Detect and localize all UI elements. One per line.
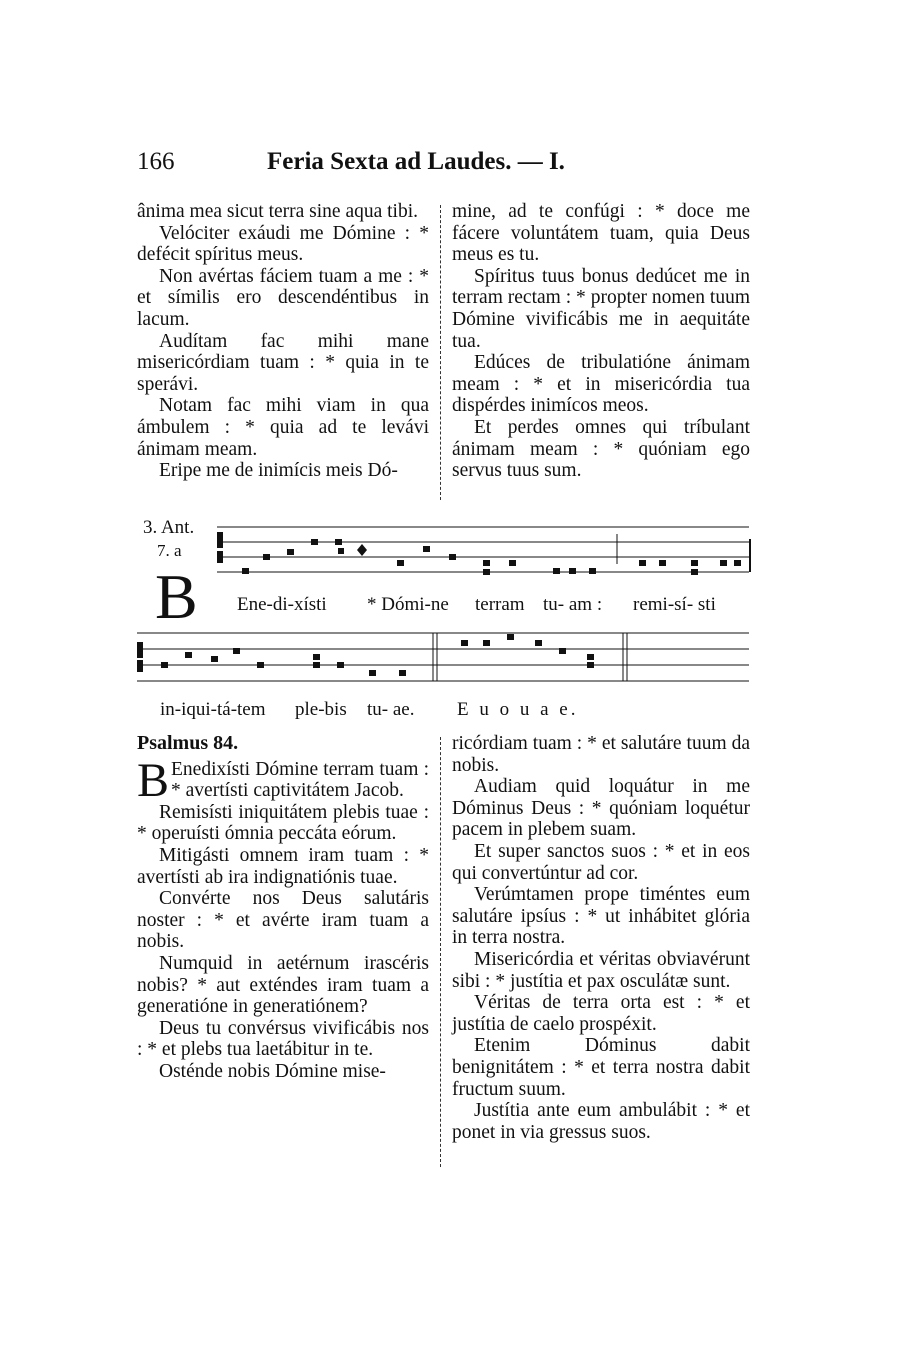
verse: Etenim Dóminus dabit benignitátem : * et terra nostra dabit fructum suum. [452,1035,750,1100]
page-number: 166 [137,148,175,175]
chant-syllable: tu- am : [543,594,603,615]
verse: Convérte nos Deus salutáris noster : * et avérte iram tuam a nobis. [137,888,429,953]
verse: ânima mea sicut terra sine aqua tibi. [137,201,419,222]
chant-syllable: remi-sí- sti [633,594,716,615]
chant-syllable: terram [475,594,525,615]
psalm-initial: B [137,753,170,807]
verse-text: Enedixísti Dómine terram tuam : * avertísti captivitátem Jacob. [171,758,429,802]
top-right-column [452,201,750,482]
chant-syllable: Ene-di-xísti [237,594,327,615]
psalm-first-verse [137,753,429,807]
verse: Eripe me de inimícis meis Dó- [159,460,398,482]
column-divider [440,737,441,1167]
antiphon-chant [137,517,753,720]
chant-syllable: tu- ae. [367,699,415,720]
chant-syllable: * Dómi-ne [367,594,449,615]
verse: Véritas de terra orta est : * et justítia de caelo prospéxit. [452,992,750,1035]
verse: Osténde nobis Dómine mise- [159,1060,386,1082]
bottom-left-column [137,733,429,1083]
euouae: E u o u a e. [457,699,579,720]
verse: Misericórdia et véritas obviavérunt sibi : * justítia et pax osculátæ sunt. [452,948,750,992]
top-left-column [137,201,429,482]
verse: mine, ad te confúgi : * doce me fácere voluntátem tuam, quia Deus meus es tu. [452,201,750,266]
running-title: Feria Sexta ad Laudes. — I. [267,148,565,175]
psalm-title: Psalmus 84. [137,732,239,754]
verse: Audiam quid loquátur in me Dóminus Deus : * quóniam loquétur pacem in plebem suam. [452,776,750,841]
verse: Velóciter exáudi me Dómine : * defécit spíritus meus. [137,222,429,266]
verse: Spíritus tuus bonus dedúcet me in terram rectam : * propter nomen tuum Dómine vivificábis me in aequitáte tua. [452,265,750,352]
staff-2 [137,630,753,688]
chant-syllable: in-iqui-tá-tem [160,699,266,720]
verse: Remisísti iniquitátem plebis tuae : * operuísti ómnia peccáta eórum. [137,801,429,845]
column-divider [440,205,441,500]
verse: Audítam fac mihi mane misericórdiam tuam : * quia in te sperávi. [137,330,429,395]
verse: Non avértas fáciem tuam a me : * et símilis ero descendéntibus in lacum. [137,265,429,330]
verse: Notam fac mihi viam in qua ámbulem : * quia ad te levávi ánimam meam. [137,395,429,460]
verse: Edúces de tribulatióne ánimam meam : * et in misericórdia tua dispérdes inimícos meos. [452,352,750,417]
staff-1 [217,524,753,590]
chant-syllable: ple-bis [295,699,347,720]
mode-label: 7. a [157,541,182,560]
verse: Deus tu convérsus vivificábis nos : * et plebs tua laetábitur in te. [137,1017,429,1061]
verse: ricórdiam tuam : * et salutáre tuum da nobis. [452,733,750,776]
verse: Et perdes omnes qui tríbulant ánimam meam : * quóniam ego servus tuus sum. [452,416,750,482]
verse: Numquid in aetérnum irascéris nobis? * aut exténdes iram tuam a generatióne in generatiónem? [137,952,429,1018]
page-header [137,148,752,178]
antiphon-label: 3. Ant. [143,517,195,538]
verse: Et super sanctos suos : * et in eos qui convertúntur ad cor. [452,840,750,884]
verse: Justítia ante eum ambulábit : * et ponet in via gressus suos. [452,1100,750,1143]
bottom-right-column [452,733,750,1143]
verse: Mitigásti omnem iram tuam : * avertísti ab ira indignatiónis tuae. [137,844,429,888]
verse: Verúmtamen prope timéntes eum salutáre ipsíus : * ut inhábitet glória in terra nostra. [452,884,750,949]
antiphon-initial: B [155,561,198,632]
